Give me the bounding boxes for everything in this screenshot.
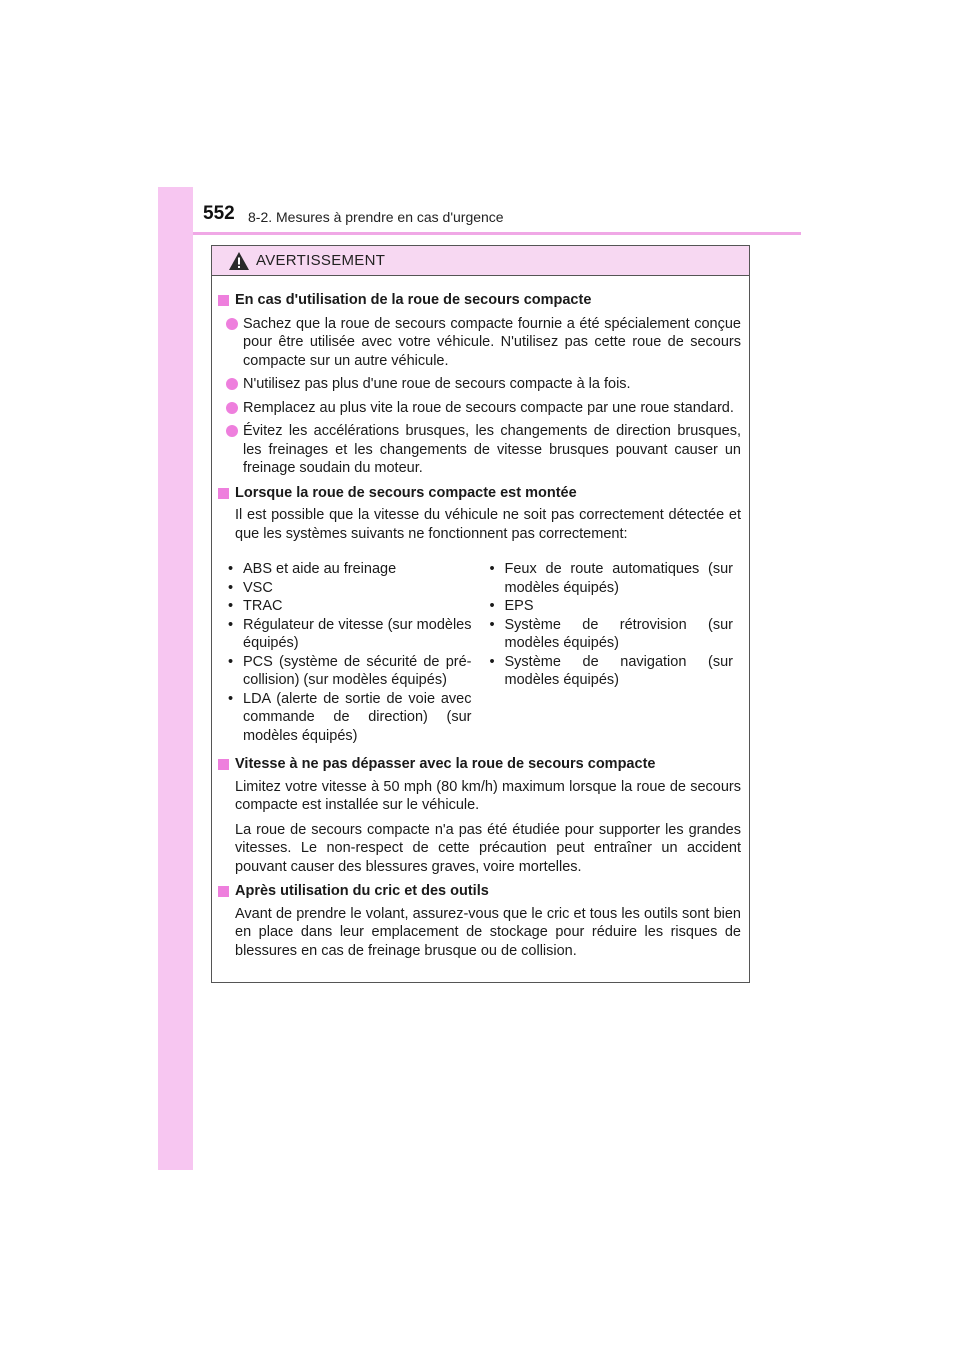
circle-bullet-icon	[226, 378, 238, 390]
bullet-text: N'utilisez pas plus d'une roue de secours compacte à la fois.	[243, 376, 631, 392]
list-item: • Système de rétrovision (sur modèles équipés)	[489, 616, 733, 651]
page-number: 552	[203, 203, 235, 224]
section-paragraph: La roue de secours compacte n'a pas été étudiée pour supporter les grandes vitesses. Le non-respect de cette précaution peut entraîner un accident pouvant causer des blessures graves, voire mortelles.	[235, 821, 741, 875]
list-item: • Feux de route automatiques (sur modèles équipés)	[489, 561, 733, 596]
bullet-text: Évitez les accélérations brusques, les changements de direction brusques, les freinages et les changements de vitesse brusques pouvant causer un freinage soudain du moteur.	[243, 423, 741, 476]
list-item: • LDA (alerte de sortie de voie avec commande de direction) (sur modèles équipés)	[228, 690, 472, 744]
list-item: • Système de navigation (sur modèles équipés)	[489, 653, 733, 688]
bullet-text: Remplacez au plus vite la roue de secours compacte par une roue standard.	[243, 399, 734, 416]
section-heading	[218, 755, 741, 774]
square-bullet-icon	[218, 886, 229, 897]
list-item	[218, 315, 741, 371]
systems-list	[218, 560, 741, 745]
section-heading	[218, 484, 741, 503]
list-item	[218, 399, 741, 418]
list-item: • TRAC	[228, 598, 283, 614]
list-item: • Régulateur de vitesse (sur modèles équipés)	[228, 616, 472, 651]
warning-header	[212, 246, 749, 276]
section-paragraph: Avant de prendre le volant, assurez-vous que le cric et tous les outils sont bien en place dans leur emplacement de stockage pour réduire les risques de blessures en cas de freinage brusque ou de collision.	[235, 905, 741, 959]
warning-triangle-icon	[228, 251, 250, 271]
bullet-text: Sachez que la roue de secours compacte fournie a été spécialement conçue pour être utilisée avec votre véhicule. N'utilisez pas cette roue de secours compacte sur un autre véhicule.	[243, 315, 741, 369]
side-strip	[158, 187, 193, 1170]
list-item: • PCS (système de sécurité de pré-collision) (sur modèles équipés)	[228, 653, 472, 688]
section-title: Lorsque la roue de secours compacte est montée	[235, 484, 577, 501]
circle-bullet-icon	[226, 425, 238, 437]
header-rule	[193, 232, 801, 235]
systems-list-right	[490, 560, 742, 745]
list-item: • VSC	[228, 579, 273, 596]
systems-list-left	[228, 560, 480, 745]
list-item	[218, 422, 741, 478]
list-item: • ABS et aide au freinage	[228, 561, 397, 577]
circle-bullet-icon	[226, 402, 238, 414]
square-bullet-icon	[218, 488, 229, 499]
circle-bullet-icon	[226, 318, 238, 330]
section-title: Vitesse à ne pas dépasser avec la roue de secours compacte	[235, 756, 656, 772]
section-heading	[218, 291, 741, 310]
warning-label: AVERTISSEMENT	[256, 252, 386, 269]
warning-body	[212, 276, 749, 960]
section-paragraph: Il est possible que la vitesse du véhicule ne soit pas correctement détectée et que les systèmes suivants ne fonctionnent pas correctement:	[235, 507, 741, 542]
square-bullet-icon	[218, 295, 229, 306]
warning-box	[211, 245, 750, 983]
section-title: Après utilisation du cric et des outils	[235, 883, 489, 899]
chapter-title: 8-2. Mesures à prendre en cas d'urgence	[248, 209, 504, 225]
list-item: • EPS	[489, 598, 534, 614]
section-title: En cas d'utilisation de la roue de secours compacte	[235, 292, 592, 308]
section-heading	[218, 882, 741, 901]
list-item	[218, 375, 741, 394]
section-paragraph: Limitez votre vitesse à 50 mph (80 km/h) maximum lorsque la roue de secours compacte est installée sur le véhicule.	[235, 778, 741, 813]
square-bullet-icon	[218, 759, 229, 770]
